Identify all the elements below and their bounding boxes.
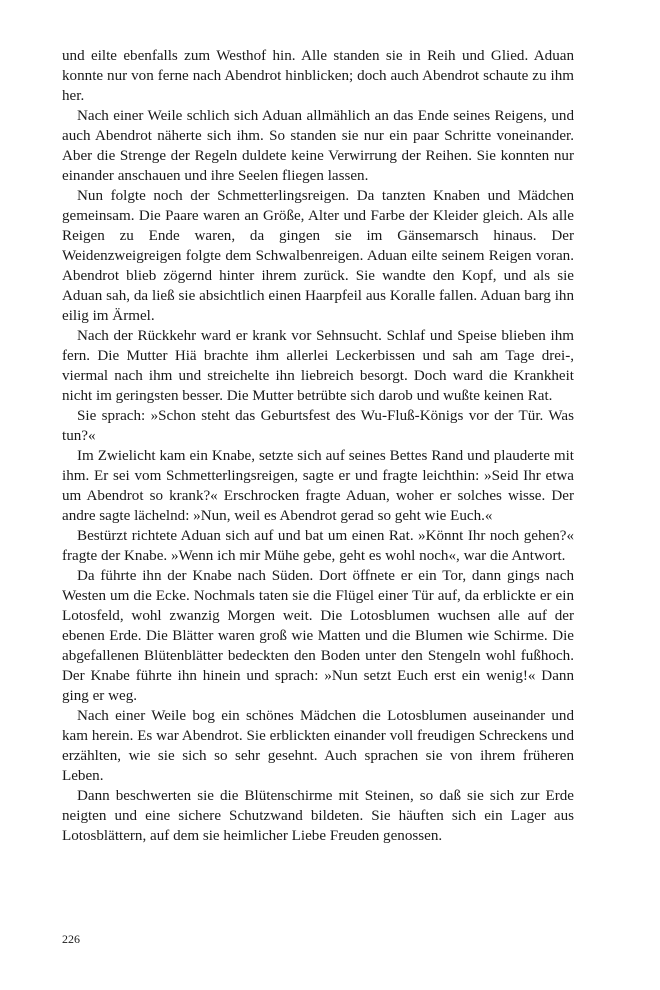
- paragraph: Im Zwielicht kam ein Knabe, setzte sich auf seines Bettes Rand und plauderte mit ihm. Er sei vom Schmetterlingsreigen, sagte er und fragte leichthin: »Seid Ihr etwa um Abendrot so krank?« Erschrocken fragte Aduan, woher er solches wisse. Der andre sagte lächelnd: »Nun, weil es Abendrot gerad so geht wie Euch.«: [62, 448, 574, 524]
- paragraph: Nach der Rückkehr ward er krank vor Sehnsucht. Schlaf und Speise blieben ihm fern. Die Mutter Hiä brachte ihm allerlei Leckerbissen und sah am Tage drei-, viermal nach ihm und streichelte ihn liebreich besorgt. Doch ward die Krankheit nicht im geringsten besser. Die Mutter betrübte sich darob und wußte keinen Rat.: [62, 328, 574, 404]
- paragraph: Nach einer Weile schlich sich Aduan allmählich an das Ende seines Reigens, und auch Abendrot näherte sich ihm. So standen sie nur ein paar Schritte voneinander. Aber die Strenge der Regeln duldete keine Verwirrung der Reihen. Sie konnten nur einander anschauen und ihre Seelen fliegen lassen.: [62, 108, 574, 184]
- paragraph: Nach einer Weile bog ein schönes Mädchen die Lotosblumen auseinander und kam herein. Es war Abendrot. Sie erblickten einander voll freudigen Schreckens und erzählten, wie sie sich so sehr gesehnt. Auch sprachen sie von ihrem früheren Leben.: [62, 708, 574, 784]
- paragraph: und eilte ebenfalls zum Westhof hin. Alle standen sie in Reih und Glied. Aduan konnte nur von ferne nach Abendrot hinblicken; doch auch Abendrot schaute zu ihm her.: [62, 48, 574, 104]
- paragraph: Dann beschwerten sie die Blütenschirme mit Steinen, so daß sie sich zur Erde neigten und eine sichere Schutzwand bildeten. Sie häuften sich ein Lager aus Lotosblättern, auf dem sie heimlicher Liebe Freuden genossen.: [62, 788, 574, 844]
- page-number: 226: [62, 932, 80, 946]
- paragraph: Bestürzt richtete Aduan sich auf und bat um einen Rat. »Könnt Ihr noch gehen?« fragte der Knabe. »Wenn ich mir Mühe gebe, geht es wohl noch«, war die Antwort.: [62, 528, 574, 564]
- page-body: [62, 46, 574, 846]
- paragraph: Nun folgte noch der Schmetterlingsreigen. Da tanzten Knaben und Mädchen gemeinsam. Die Paare waren an Größe, Alter und Farbe der Kleider gleich. Als alle Reigen zu Ende waren, da gingen sie im Gänsemarsch hinaus. Der Weidenzweigreigen folgte dem Schwalbenreigen. Aduan eilte seinem Reigen voran. Abendrot blieb zögernd hinter ihrem zurück. Sie wandte den Kopf, und als sie Aduan sah, da ließ sie absichtlich einen Haarpfeil aus Koralle fallen. Aduan barg ihn eilig im Ärmel.: [62, 188, 574, 324]
- paragraph: Sie sprach: »Schon steht das Geburtsfest des Wu-Fluß-Königs vor der Tür. Was tun?«: [62, 408, 574, 444]
- paragraph: Da führte ihn der Knabe nach Süden. Dort öffnete er ein Tor, dann gings nach Westen um die Ecke. Nochmals taten sie die Flügel einer Tür auf, da erblickte er ein Lotosfeld, wohl zwanzig Morgen weit. Die Lotosblumen wuchsen alle auf der ebenen Erde. Die Blätter waren groß wie Matten und die Blumen wie Schirme. Die abgefallenen Blütenblätter bedeckten den Boden unter den Stengeln wohl fußhoch. Der Knabe führte ihn hinein und sprach: »Nun setzt Euch erst ein wenig!« Dann ging er weg.: [62, 568, 574, 704]
